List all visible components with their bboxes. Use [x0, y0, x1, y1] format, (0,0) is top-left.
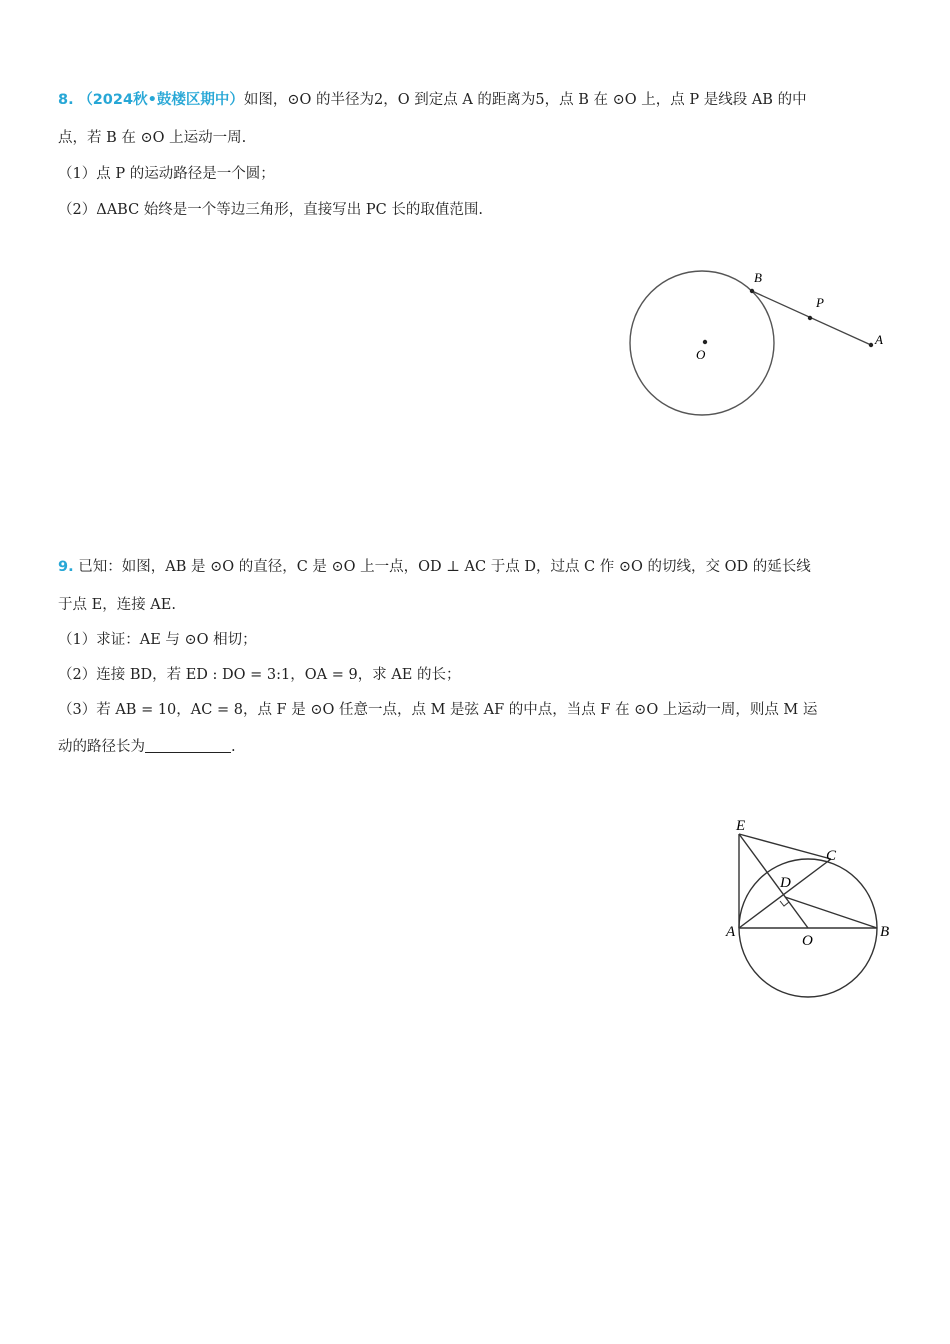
q9-part4-text: 动的路径长为 [58, 739, 145, 755]
q9-label-e: E [736, 818, 746, 834]
q9-stem-line2: 于点 E，连接 AE. [58, 597, 176, 613]
q9-part1: （1）求证：AE 与 ⊙O 相切； [58, 632, 257, 648]
q9-right-angle-mark [780, 901, 789, 906]
q8-number: 8. [58, 92, 74, 108]
q8-part1: （1）点 P 的运动路径是一个圆； [58, 166, 275, 182]
q9-label-a: A [726, 924, 736, 940]
q8-figure [620, 262, 900, 427]
q9-segment-ec [739, 834, 831, 859]
q8-part2: （2）ΔABC 始终是一个等边三角形，直接写出 PC 长的取值范围. [58, 202, 483, 218]
q9-label-c: C [826, 848, 837, 864]
q8-source: （2024秋•鼓楼区期中） [78, 92, 244, 108]
q8-point-b [750, 289, 754, 293]
q9-segment-ac [739, 859, 831, 928]
q8-label-o: O [696, 347, 706, 362]
q8-stem-line1: 如图，⊙O 的半径为2，O 到定点 A 的距离为5，点 B 在 ⊙O 上，点 P 是线段 AB 的中 [243, 92, 807, 108]
q9-figure [722, 812, 902, 1002]
q9-stem-line1: 已知：如图，AB 是 ⊙O 的直径，C 是 ⊙O 上一点，OD ⊥ AC 于点 D，过点 C 作 ⊙O 的切线，交 OD 的延长线 [78, 559, 811, 575]
q9-part2: （2）连接 BD，若 ED : DO = 3:1，OA = 9，求 AE 的长； [58, 667, 461, 683]
q9-number: 9. [58, 559, 74, 575]
q9-label-o: O [802, 933, 813, 949]
q8-point-a [869, 343, 873, 347]
q8-point-p [808, 316, 812, 320]
q9-answer-blank[interactable] [145, 738, 231, 753]
q8-stem-line2: 点，若 B 在 ⊙O 上运动一周. [58, 130, 247, 146]
q8-point-o [703, 340, 707, 344]
q9-part4-end: . [231, 739, 236, 755]
q9-segment-db [785, 897, 877, 928]
q8-label-p: P [816, 295, 824, 310]
q9-part4 [58, 737, 236, 757]
q8-line1 [58, 90, 807, 110]
q9-part3: （3）若 AB = 10，AC = 8，点 F 是 ⊙O 任意一点，点 M 是弦 AF 的中点，当点 F 在 ⊙O 上运动一周，则点 M 运 [58, 702, 818, 718]
q9-label-b: B [880, 924, 890, 940]
q9-label-d: D [780, 875, 791, 891]
q8-label-b: B [754, 270, 762, 285]
q8-label-a: A [875, 332, 883, 347]
q9-line1 [58, 557, 811, 577]
q9-segment-eo [739, 834, 808, 928]
